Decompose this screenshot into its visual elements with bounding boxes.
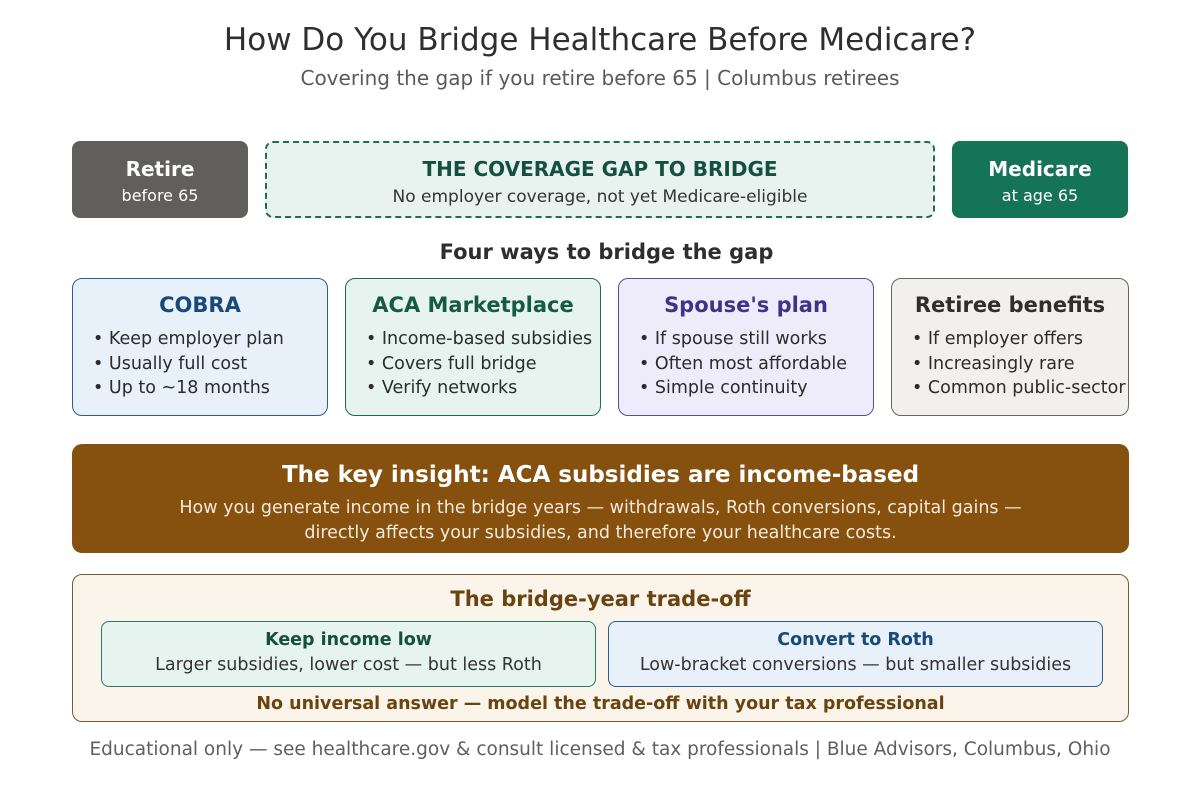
tradeoff-box [72, 574, 1129, 722]
key-insight-box [72, 444, 1129, 553]
coverage-gap-subtitle: No employer coverage, not yet Medicare-eligible [392, 187, 808, 207]
medicare-phase-box [952, 141, 1128, 218]
card-bullet: • If spouse still works [639, 327, 847, 352]
card-bullet: • Usually full cost [93, 352, 284, 377]
tradeoff-note: No universal answer — model the trade-off with your tax professional [256, 694, 945, 714]
tradeoff-option-convert-to-roth [608, 621, 1103, 687]
card-title: COBRA [159, 293, 241, 317]
tradeoff-option-keep-income-low [101, 621, 596, 687]
option-card-cobra [72, 278, 328, 416]
retire-phase-subtitle: before 65 [121, 186, 199, 205]
medicare-phase-title: Medicare [988, 157, 1092, 181]
key-insight-text-line: directly affects your subsidies, and therefore your healthcare costs. [304, 523, 897, 543]
tradeoff-option-title: Convert to Roth [777, 630, 934, 650]
card-title: Retiree benefits [914, 293, 1106, 317]
card-bullet: • Up to ~18 months [93, 376, 284, 401]
card-bullet: • Keep employer plan [93, 327, 284, 352]
card-bullet-list [639, 327, 847, 401]
retire-phase-box [72, 141, 248, 218]
card-bullet-list [93, 327, 284, 401]
medicare-phase-subtitle: at age 65 [1001, 186, 1079, 205]
card-bullet: • Verify networks [366, 376, 592, 401]
card-bullet: • Often most affordable [639, 352, 847, 377]
retire-phase-title: Retire [125, 157, 195, 181]
card-bullet: • Common public-sector [912, 376, 1126, 401]
card-bullet: • Simple continuity [639, 376, 847, 401]
card-title: ACA Marketplace [372, 293, 574, 317]
key-insight-text-line: How you generate income in the bridge years — withdrawals, Roth conversions, capital gains — [179, 498, 1022, 518]
card-bullet: • Income-based subsidies [366, 327, 592, 352]
card-bullet: • Increasingly rare [912, 352, 1126, 377]
tradeoff-option-title: Keep income low [265, 630, 432, 650]
option-card-aca-marketplace [345, 278, 601, 416]
card-bullet-list [366, 327, 592, 401]
option-card-retiree-benefits [891, 278, 1129, 416]
tradeoff-title: The bridge-year trade-off [450, 587, 751, 611]
tradeoff-option-description: Low-bracket conversions — but smaller subsidies [639, 655, 1072, 675]
coverage-gap-box [265, 141, 935, 218]
footer-disclaimer: Educational only — see healthcare.gov & consult licensed & tax professionals | Blue Advisors, Columbus, Ohio [89, 739, 1111, 760]
card-bullet: • If employer offers [912, 327, 1126, 352]
page-title: How Do You Bridge Healthcare Before Medicare? [223, 22, 977, 58]
page-subtitle: Covering the gap if you retire before 65 | Columbus retirees [300, 66, 900, 90]
card-bullet: • Covers full bridge [366, 352, 592, 377]
option-card-spouse-plan [618, 278, 874, 416]
ways-heading: Four ways to bridge the gap [439, 240, 774, 264]
card-bullet-list [912, 327, 1126, 401]
key-insight-title: The key insight: ACA subsidies are income-based [281, 462, 920, 488]
card-title: Spouse's plan [664, 293, 828, 317]
coverage-gap-title: THE COVERAGE GAP TO BRIDGE [422, 157, 778, 181]
tradeoff-option-description: Larger subsidies, lower cost — but less Roth [155, 655, 542, 675]
